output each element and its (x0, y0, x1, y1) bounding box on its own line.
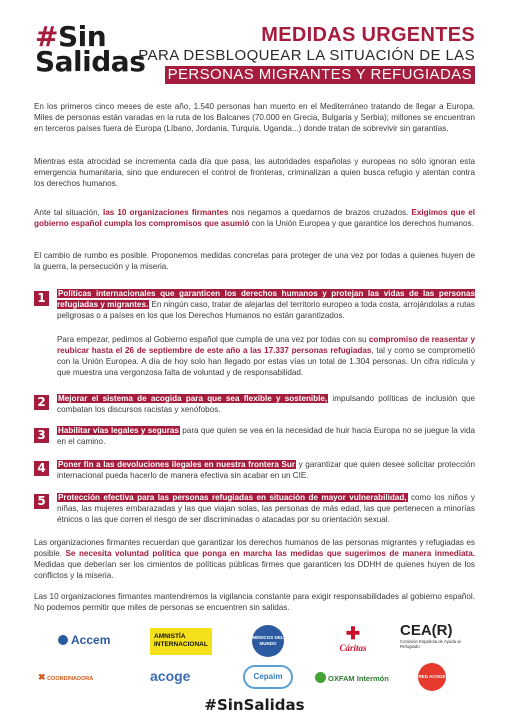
measure-highlight: Mejorar el sistema de acogida para que sea flexible y sostenible, (58, 394, 328, 403)
entreculturas-label: RED ACOGE (418, 674, 446, 679)
amnistia-logo (150, 628, 212, 655)
oxfam-logo (315, 672, 389, 683)
logo-hash: # (35, 20, 58, 53)
cear-logo (400, 623, 476, 649)
measure-body: y garantizar que quien desee solicitar protección internacional pueda hacerlo de manera efectiva sin acabar en un CIE. (57, 460, 475, 481)
closing-paragraph-2: Las 10 organizaciones firmantes mantendremos la vigilancia constante para exigir responsabilidades al gobierno español. No podemos permitir que miles de personas se encuentren sin salidas. (34, 592, 475, 613)
page-header (138, 24, 475, 84)
paragraph-3 (34, 207, 475, 229)
measure-text (57, 288, 475, 321)
paragraph-2: Mientras esta atrocidad se incrementa cada día que pasa, las autoridades españolas y europeas no sólo ignoran esta emergencia humanitaria, sino que endurecen el control de fronteras, criminalizan a quien busca refugio y atentan contra los derechos humanos. (34, 157, 475, 189)
closing-text: Las organizaciones firmantes recuerdan que garantizar los derechos humanos de las personas migrantes y refugiadas es posible. (34, 538, 475, 559)
amnistia-line1: AMNISTÍA (154, 633, 186, 640)
measure-highlight: Habilitar vías legales y seguras (58, 426, 179, 435)
paragraph-4: El cambio de rumbo es posible. Proponemos medidas concretas para proteger de una vez por todas a quienes huyen de la guerra, la persecución y la miseria. (34, 251, 475, 272)
measure-extra-emphasis: compromiso de reasentar y reubicar hasta el 26 de septiembre de este año a las 17.337 personas refugiadas (57, 335, 475, 356)
closing-emphasis: Se necesita voluntad política que ponga en marcha las medidas que sugerimos de manera inmediata. (65, 549, 475, 559)
cepaim-logo (243, 665, 293, 689)
closing-paragraph-1 (34, 537, 475, 581)
measure-body: para que quien se vea en la necesidad de huir hacia Europa no se juegue la vida en el camino. (57, 426, 475, 447)
measure-body: como los niños y niñas, las mujeres embarazadas y las que viajan solas, las personas de más edad, las que pertenecen a minorías étnicos o las que corren el riesgo de ser discriminadas o atacadas por su orientación sexual. (57, 493, 475, 525)
logos-row-2 (30, 663, 480, 693)
measure-number: 2 (34, 395, 49, 410)
measure-text (57, 492, 475, 525)
closing-text: Medidas que deberían ser los cimientos de políticas públicas firmes que garanticen los DDHH de quienes huyen de los conflictos y la miseria. (34, 560, 475, 581)
measure-number: 4 (34, 461, 49, 476)
accem-icon (58, 635, 68, 645)
sinsalidas-logo (35, 20, 146, 78)
measure-extra-text: Para empezar, pedimos al Gobierno español que cumpla de una vez por todas con su (57, 335, 369, 344)
measure-number: 3 (34, 428, 49, 443)
coordinadora-logo (38, 672, 93, 683)
entreculturas-logo (418, 663, 446, 691)
caritas-logo (330, 625, 376, 653)
measure-extra (57, 334, 475, 378)
acoge-logo (150, 668, 190, 684)
measure-highlight: Políticas internacionales que garanticen los derechos humanos y protejan las vidas de las personas refugiadas y migrantes. (57, 289, 475, 310)
coordinadora-icon: ✖ (38, 672, 46, 682)
oxfam-label: OXFAM Intermón (328, 674, 389, 683)
measure-body: impulsando políticas de inclusión que combatan los discursos racistas y xenófobos. (57, 394, 475, 415)
medicos-del-mundo-logo (252, 625, 284, 657)
logo-line1: Sin (57, 20, 107, 53)
paragraph-3-text: nos negamos a quedarnos de brazos cruzados. (228, 208, 412, 217)
logo-line2: Salidas (35, 45, 146, 78)
paragraph-3-emphasis: las 10 organizaciones firmantes (102, 208, 229, 217)
measure-text (57, 393, 475, 415)
paragraph-3-text: Ante tal situación, (34, 208, 103, 217)
accem-logo (58, 633, 110, 647)
cepaim-label: Cepaim (253, 672, 283, 681)
measure-text (57, 425, 475, 447)
page-title: MEDIDAS URGENTES (261, 24, 475, 46)
paragraph-3-text: con la Unión Europea y que garantice los derechos humanos. (249, 219, 474, 229)
acoge-label: acoge (150, 668, 191, 684)
measure-extra-text: , tal y como se comprometió con la Unión Europea. A día de hoy solo han llegado por estas vías un total de 1.304 personas. Un cifra ridícula y que muestra una vergonzosa falta de voluntad y de responsabilidad. (57, 346, 475, 378)
cear-label: CEA(R) (400, 622, 453, 639)
measure-number: 5 (34, 494, 49, 509)
caritas-cross-icon: ✚ (345, 624, 361, 643)
measure-highlight: Protección efectiva para las personas refugiadas en situación de mayor vulnerabilidad, (58, 493, 407, 502)
accem-label: Accem (71, 633, 111, 647)
measure-number: 1 (34, 291, 49, 306)
amnistia-line2: INTERNACIONAL (154, 641, 208, 648)
page-subtitle: PARA DESBLOQUEAR LA SITUACIÓN DE LAS (138, 47, 475, 64)
cear-sublabel: Comisión Española de Ayuda al Refugiado (400, 639, 461, 649)
paragraph-3-demand: Exigimos que el gobierno español cumpla los compromisos que asumió (34, 208, 475, 229)
page-subtitle-highlight: PERSONAS MIGRANTES Y REFUGIADAS (165, 66, 475, 84)
caritas-label: Cáritas (339, 643, 367, 653)
coordinadora-label: COORDINADORA (47, 676, 94, 682)
mdm-label: MÉDICOS DEL MUNDO (252, 635, 284, 646)
measure-highlight: Poner fin a las devoluciones ilegales en nuestra frontera Sur (58, 460, 295, 469)
hashtag-footer: #SinSalidas (204, 696, 305, 714)
measure-body: En ningún caso, tratar de alejarlas del territorio europeo a toda costa, arrojándolas a rutas peligrosas o a países en los que los Derechos Humanos no están garantizados. (57, 300, 475, 321)
oxfam-icon (315, 672, 326, 683)
logos-row-1 (30, 623, 480, 661)
paragraph-1: En los primeros cinco meses de este año, 1.540 personas han muerto en el Mediterráneo tratando de llegar a Europa. Miles de personas están varadas en la ruta de los Balcanes (70.000 en Grecia, Bulgaria y Serbia); millones se encuentran en terceros países fuera de Europa (Líbano, Jordania, Turquía, Uganda...) donde tratan de sobrevivir sin garantías. (34, 102, 475, 134)
measure-text (57, 459, 475, 481)
